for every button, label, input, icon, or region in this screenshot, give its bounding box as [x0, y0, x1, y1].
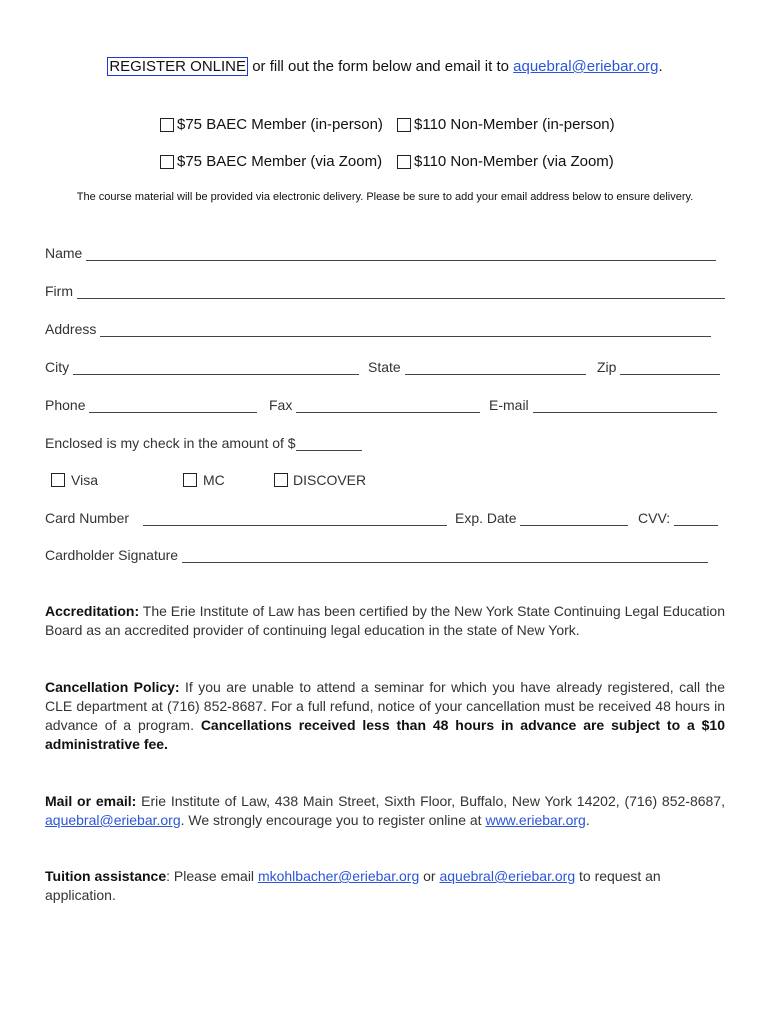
state-label: State	[368, 359, 401, 375]
firm-label: Firm	[45, 283, 73, 299]
city-label: City	[45, 359, 70, 375]
name-label: Name	[45, 245, 83, 261]
tuition-email-link-2[interactable]: aquebral@eriebar.org	[439, 868, 576, 884]
card-visa-option[interactable]	[51, 472, 98, 488]
option-nonmember-in-person[interactable]	[397, 116, 615, 133]
checkbox[interactable]	[160, 118, 174, 132]
cvv-field[interactable]	[638, 510, 718, 526]
email-input-line[interactable]	[533, 398, 717, 413]
register-online-button[interactable]: REGISTER ONLINE	[109, 58, 247, 75]
fax-input-line[interactable]	[296, 398, 480, 413]
firm-field[interactable]	[45, 283, 725, 299]
signature-label: Cardholder Signature	[45, 547, 179, 563]
option-member-in-person[interactable]	[160, 116, 383, 133]
exp-date-label: Exp. Date	[455, 510, 517, 526]
address-label: Address	[45, 321, 97, 337]
card-label: Visa	[71, 472, 98, 488]
tuition-paragraph	[45, 867, 725, 905]
tuition-or: or	[419, 868, 440, 884]
header-end: .	[658, 58, 663, 75]
check-amount-field[interactable]	[45, 435, 362, 451]
city-input-line[interactable]	[73, 360, 359, 375]
mail-text-2: . We strongly encourage you to register online at	[180, 812, 486, 828]
option-label: $110 Non-Member (in-person)	[414, 116, 615, 133]
tuition-text: : Please email	[166, 868, 258, 884]
option-label: $110 Non-Member (via Zoom)	[414, 153, 614, 170]
mail-end: .	[585, 812, 590, 828]
card-mc-option[interactable]	[183, 472, 225, 488]
tuition-email-link-1[interactable]: mkohlbacher@eriebar.org	[257, 868, 420, 884]
fax-field[interactable]	[269, 397, 480, 413]
cancellation-paragraph	[45, 678, 725, 754]
card-label: DISCOVER	[293, 472, 367, 488]
card-label: MC	[203, 472, 225, 488]
zip-field[interactable]	[597, 359, 720, 375]
header-line	[0, 58, 770, 75]
cvv-input-line[interactable]	[674, 511, 718, 526]
mail-title: Mail or email:	[45, 793, 137, 809]
website-link[interactable]: www.eriebar.org	[485, 812, 586, 828]
signature-input-line[interactable]	[182, 548, 708, 563]
tuition-title: Tuition assistance	[45, 868, 167, 884]
accreditation-text: The Erie Institute of Law has been certified by the New York State Continuing Legal Education Board as an accredited provider of continuing legal education in the state of New York.	[45, 603, 725, 638]
phone-label: Phone	[45, 397, 86, 413]
checkbox[interactable]	[51, 473, 65, 487]
card-number-field[interactable]	[45, 510, 447, 526]
accreditation-title: Accreditation:	[45, 603, 140, 619]
cancellation-text: If you are unable to attend a seminar for which you have already registered, call the CLE department at (716) 852-8687. For a full refund, notice of your cancellation must be received 48 hours in advance of a program.	[45, 679, 725, 733]
exp-date-field[interactable]	[455, 510, 628, 526]
checkbox[interactable]	[397, 118, 411, 132]
header-text: or fill out the form below and email it to	[248, 58, 514, 75]
state-input-line[interactable]	[405, 360, 586, 375]
fax-label: Fax	[269, 397, 293, 413]
email-field[interactable]	[489, 397, 717, 413]
name-input-line[interactable]	[86, 246, 716, 261]
phone-field[interactable]	[45, 397, 257, 413]
checkbox[interactable]	[397, 155, 411, 169]
delivery-note: The course material will be provided via electronic delivery. Please be sure to add your email address below to ensure delivery.	[76, 191, 694, 203]
zip-label: Zip	[597, 359, 617, 375]
accreditation-paragraph	[45, 602, 725, 640]
option-member-zoom[interactable]	[160, 153, 382, 170]
address-input-line[interactable]	[100, 322, 711, 337]
firm-input-line[interactable]	[77, 284, 725, 299]
tuition-text-2: to request an application.	[45, 868, 661, 903]
checkbox[interactable]	[183, 473, 197, 487]
mail-email-link[interactable]: aquebral@eriebar.org	[45, 812, 181, 828]
header-email-link[interactable]: aquebral@eriebar.org	[513, 58, 659, 75]
mail-text: Erie Institute of Law, 438 Main Street, Sixth Floor, Buffalo, New York 14202, (716) 852-8687,	[136, 793, 725, 809]
zip-input-line[interactable]	[620, 360, 720, 375]
check-amount-input-line[interactable]	[296, 436, 362, 451]
email-label: E-mail	[489, 397, 529, 413]
cancellation-fee-text: Cancellations received less than 48 hours in advance are subject to a $10 administrative fee.	[45, 717, 725, 752]
state-field[interactable]	[368, 359, 586, 375]
option-label: $75 BAEC Member (in-person)	[177, 116, 383, 133]
option-nonmember-zoom[interactable]	[397, 153, 614, 170]
checkbox[interactable]	[160, 155, 174, 169]
card-number-label: Card Number	[45, 510, 130, 526]
option-label: $75 BAEC Member (via Zoom)	[177, 153, 383, 170]
check-amount-label: Enclosed is my check in the amount of $	[45, 435, 296, 451]
signature-field[interactable]	[45, 547, 708, 563]
name-field[interactable]	[45, 245, 716, 261]
checkbox[interactable]	[274, 473, 288, 487]
card-number-input-line[interactable]	[143, 511, 447, 526]
phone-input-line[interactable]	[89, 398, 257, 413]
city-field[interactable]	[45, 359, 359, 375]
card-discover-option[interactable]	[274, 472, 366, 488]
exp-date-input-line[interactable]	[520, 511, 628, 526]
cvv-label: CVV:	[638, 510, 671, 526]
cancellation-title: Cancellation Policy:	[45, 679, 180, 695]
mail-paragraph	[45, 792, 725, 830]
address-field[interactable]	[45, 321, 711, 337]
